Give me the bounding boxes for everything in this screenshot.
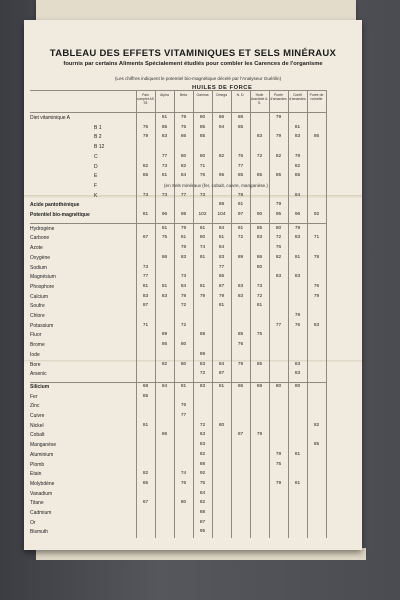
table-cell: 80 — [180, 342, 187, 348]
table-cell: 86 — [161, 254, 168, 260]
table-cell: 81 — [199, 254, 206, 260]
table-cell: 85 — [237, 173, 244, 179]
table-cell: 88 — [218, 202, 225, 208]
table-cell: 83 — [256, 235, 263, 241]
row-divider — [30, 382, 326, 383]
row-label: Etain — [30, 471, 42, 478]
table-cell: 87 — [237, 432, 244, 438]
table-cell: 89 — [199, 351, 206, 357]
table-cell: 72 — [199, 371, 206, 377]
table-cell: 80 — [180, 153, 187, 159]
table-cell: 81 — [142, 283, 149, 289]
table-cell: 75 — [256, 332, 263, 338]
table-row — [24, 403, 362, 412]
table-cell: 86 — [180, 134, 187, 140]
table-cell: 74 — [180, 471, 187, 477]
table-row — [24, 173, 362, 182]
table-cell: 84 — [294, 192, 301, 198]
table-row — [24, 154, 362, 163]
table-cell: 88 — [237, 115, 244, 120]
table-cell: 87 — [218, 371, 225, 377]
table-row — [24, 520, 362, 529]
table-cell: 72 — [256, 153, 263, 159]
table-cell: 81 — [199, 225, 206, 231]
table-row — [24, 529, 362, 538]
column-header: Purée d'amandes — [270, 93, 287, 101]
table-cell: 88 — [199, 510, 206, 515]
table-row — [24, 245, 362, 254]
table-cell: 79 — [142, 134, 149, 140]
row-label: Vanadium — [30, 490, 53, 497]
table-cell: 88 — [199, 461, 206, 467]
table-cell: 83 — [275, 274, 282, 280]
table-cell: 72 — [237, 235, 244, 241]
table-cell: 80 — [199, 235, 206, 241]
table-row — [24, 510, 362, 519]
row-label: Chlore — [30, 313, 45, 319]
table-row — [24, 303, 362, 312]
table-row — [24, 265, 362, 274]
table-cell: 76 — [313, 283, 320, 289]
table-cell: 81 — [294, 480, 301, 486]
table-cell: 85 — [199, 134, 206, 140]
table-cell: 78 — [180, 293, 187, 299]
row-label: Iode — [30, 351, 40, 358]
table-cell: 73 — [142, 192, 149, 198]
row-label: Sodium — [30, 264, 47, 271]
row-label: Potassium — [30, 322, 54, 329]
table-cell: 85 — [237, 332, 244, 338]
row-label: Magnésium — [30, 274, 56, 281]
table-cell: 79 — [218, 293, 225, 299]
table-row — [24, 413, 362, 422]
table-cell: 88 — [256, 383, 263, 389]
group-header: HUILES DE FORCE — [192, 85, 253, 91]
row-label: B 1 — [94, 124, 102, 131]
table-cell: 77 — [142, 274, 149, 280]
row-label: Cadmium — [30, 510, 52, 516]
table-row — [24, 323, 362, 332]
table-cell: 73 — [142, 264, 149, 270]
table-cell: 82 — [218, 153, 225, 159]
table-row — [24, 362, 362, 371]
table-row — [24, 384, 362, 393]
table-cell: 81 — [161, 115, 168, 120]
table-cell: 79 — [313, 293, 320, 299]
table-cell: 80 — [294, 383, 301, 389]
table-cell: 84 — [180, 283, 187, 289]
table-cell: 89 — [161, 332, 168, 338]
row-divider — [30, 90, 326, 91]
table-cell: 79 — [180, 225, 187, 231]
table-cell: 80 — [199, 153, 206, 159]
table-row — [24, 235, 362, 244]
table-cell: 75 — [180, 124, 187, 130]
table-cell: 72 — [180, 303, 187, 309]
row-label: Bore — [30, 361, 41, 368]
table-cell: 82 — [199, 451, 206, 457]
table-cell: 102 — [198, 212, 207, 217]
table-cell: 79 — [294, 225, 301, 231]
table-cell: 94 — [218, 124, 225, 130]
table-cell: 97 — [237, 212, 244, 217]
table-cell: 78 — [180, 245, 187, 251]
table-cell: 81 — [161, 173, 168, 179]
table-cell: 90 — [256, 212, 263, 217]
table-cell: 78 — [294, 313, 301, 318]
table-cell: 81 — [180, 383, 187, 389]
table-cell: 82 — [275, 254, 282, 260]
table-row — [24, 134, 362, 143]
table-row — [24, 125, 362, 134]
table-cell: 75 — [161, 235, 168, 241]
table-row — [24, 115, 362, 124]
table-cell: 83 — [180, 254, 187, 260]
table-row — [24, 462, 362, 471]
table-cell: 75 — [199, 480, 206, 486]
table-row — [24, 274, 362, 283]
table-cell: 83 — [256, 134, 263, 140]
table-row — [24, 452, 362, 461]
table-cell: 80 — [180, 500, 187, 506]
table-cell: 82 — [199, 500, 206, 506]
table-cell: 89 — [237, 254, 244, 260]
table-cell: 72 — [180, 322, 187, 328]
table-cell: 95 — [199, 529, 206, 535]
table-cell: 83 — [161, 134, 168, 140]
table-annotation: (en Sels minéraux (fer, cobalt, cuivre, manganèse.) — [164, 182, 268, 188]
row-label: D — [94, 163, 98, 170]
table-cell: 84 — [161, 383, 168, 389]
table-cell: 78 — [237, 192, 244, 198]
table-cell: 73 — [180, 274, 187, 280]
table-cell: 84 — [218, 245, 225, 251]
table-cell: 80 — [218, 422, 225, 428]
table-cell: 76 — [180, 480, 187, 486]
table-cell: 77 — [237, 163, 244, 169]
table-cell: 83 — [294, 361, 301, 367]
table-cell: 92 — [199, 471, 206, 477]
row-label: Carbone — [30, 235, 50, 242]
table-cell: 82 — [313, 422, 320, 428]
row-label: Hydrogène — [30, 225, 55, 232]
table-cell: 63 — [199, 432, 206, 438]
document-note: (Les chiffres indiquent le potentiel bio-magnétique décelé par l'Analyseur Guérilin) — [114, 76, 282, 81]
table-cell: 83 — [294, 371, 301, 377]
table-cell: 83 — [199, 442, 206, 448]
table-cell: 67 — [142, 500, 149, 506]
table-cell: 82 — [142, 163, 149, 169]
table-row — [24, 423, 362, 432]
table-cell: 85 — [256, 361, 263, 367]
row-label: C — [94, 153, 98, 160]
row-label: Zinc — [30, 403, 40, 410]
table-cell: 81 — [218, 235, 225, 241]
table-row — [24, 284, 362, 293]
table-cell: 77 — [180, 192, 187, 198]
column-header: Beta — [180, 93, 187, 97]
table-cell: 79 — [180, 115, 187, 120]
table-cell: 85 — [142, 393, 149, 399]
table-cell: 78 — [313, 254, 320, 260]
table-cell: 77 — [180, 413, 187, 418]
column-header: Purée de noisette — [309, 93, 324, 101]
row-label: Or — [30, 519, 36, 526]
row-label: K — [94, 192, 98, 199]
table-cell: 79 — [237, 361, 244, 367]
table-cell: 81 — [142, 212, 149, 217]
column-header: N. D. — [236, 93, 245, 97]
row-label: Titane — [30, 500, 44, 507]
table-cell: 76 — [199, 173, 206, 179]
table-cell: 83 — [237, 293, 244, 299]
table-cell: 85 — [256, 173, 263, 179]
table-cell: 86 — [161, 342, 168, 348]
table-cell: 83 — [294, 134, 301, 140]
row-label: B 2 — [94, 134, 102, 141]
row-label: Oxygène — [30, 254, 51, 261]
table-cell: 81 — [237, 225, 244, 231]
table-cell: 78 — [275, 451, 282, 457]
table-cell: 104 — [217, 212, 226, 217]
table-row — [24, 164, 362, 173]
table-cell: 71 — [142, 322, 149, 328]
table-row — [24, 481, 362, 490]
table-cell: 87 — [218, 283, 225, 289]
row-label: Molybdène — [30, 480, 55, 487]
row-label: Silicium — [30, 383, 50, 390]
row-label: Phosphore — [30, 283, 55, 290]
table-cell: 84 — [218, 225, 225, 231]
row-divider — [30, 223, 326, 224]
table-cell: 81 — [180, 235, 187, 241]
table-cell: 79 — [275, 115, 282, 120]
table-cell: 83 — [294, 274, 301, 280]
table-row — [24, 202, 362, 211]
table-cell: 72 — [199, 422, 206, 428]
table-cell: 82 — [180, 163, 187, 169]
table-cell: 96 — [161, 212, 168, 217]
table-cell: 71 — [313, 235, 320, 241]
row-label: Diet vitaminique A — [30, 115, 71, 121]
row-label: Potentiel bio-magnétique — [30, 212, 90, 218]
row-label: Acide pantothénique — [30, 202, 80, 209]
column-header: Pain complet AS 93 — [136, 93, 155, 105]
row-label: Bismuth — [30, 529, 49, 536]
table-cell: 87 — [199, 519, 206, 525]
column-header: Huile Arachide A. S. — [250, 93, 269, 105]
table-cell: 85 — [237, 124, 244, 130]
table-cell: 83 — [142, 293, 149, 299]
table-cell: 80 — [275, 225, 282, 231]
table-cell: 83 — [199, 383, 206, 389]
table-cell: 86 — [313, 134, 320, 140]
table-cell: 84 — [180, 173, 187, 179]
table-row — [24, 294, 362, 303]
table-row — [24, 255, 362, 264]
table-row — [24, 394, 362, 403]
document-title: TABLEAU DES EFFETS VITAMINIQUES ET SELS MINÉRAUX — [49, 48, 337, 59]
table-cell: 77 — [161, 153, 168, 159]
table-cell: 79 — [256, 432, 263, 438]
table-cell: 73 — [161, 192, 168, 198]
table-row — [24, 371, 362, 380]
table-cell: 98 — [180, 212, 187, 217]
table-cell: 76 — [180, 403, 187, 409]
table-cell: 80 — [199, 115, 206, 120]
table-cell: 72 — [275, 235, 282, 241]
table-cell: 86 — [237, 383, 244, 389]
table-cell: 82 — [294, 163, 301, 169]
row-label: Arsenic — [30, 371, 47, 378]
row-label: F — [94, 182, 98, 189]
table-cell: 85 — [313, 442, 320, 448]
column-header: Alpha — [160, 93, 169, 97]
table-cell: 85 — [142, 173, 149, 179]
table-cell: 67 — [142, 235, 149, 241]
table-cell: 81 — [294, 124, 301, 130]
row-label: Brome — [30, 342, 45, 349]
table-row — [24, 442, 362, 451]
document-subtitle: fournis par certains Aliments Spécialement étudiés pour combler les Carences de l'organisme — [63, 61, 323, 67]
table-cell: 85 — [142, 480, 149, 486]
table-cell: 96 — [294, 212, 301, 217]
row-label: Nickel — [30, 422, 44, 429]
table-cell: 83 — [161, 293, 168, 299]
table-cell: 80 — [275, 383, 282, 389]
table-cell: 77 — [275, 322, 282, 328]
row-label: E — [94, 173, 98, 180]
table-cell: 80 — [180, 361, 187, 367]
table-cell: 82 — [142, 471, 149, 477]
table-cell: 80 — [256, 264, 263, 270]
row-label: B 12 — [94, 144, 105, 151]
table-cell: 85 — [199, 124, 206, 130]
row-label: Soufre — [30, 303, 45, 310]
table-cell: 86 — [161, 432, 168, 438]
table-cell: 84 — [199, 490, 206, 496]
table-cell: 86 — [218, 115, 225, 120]
table-cell: 92 — [313, 212, 320, 217]
table-cell: 83 — [218, 254, 225, 260]
table-row — [24, 500, 362, 509]
table-cell: 73 — [161, 163, 168, 169]
table-cell: 95 — [218, 173, 225, 179]
table-cell: 73 — [256, 283, 263, 289]
table-cell: 76 — [237, 153, 244, 159]
table-cell: 81 — [161, 225, 168, 231]
document-sheet — [24, 20, 362, 550]
table-cell: 78 — [294, 153, 301, 159]
table-row — [24, 352, 362, 361]
table-row — [24, 471, 362, 480]
table-cell: 83 — [237, 283, 244, 289]
table-cell: 79 — [199, 293, 206, 299]
table-cell: 72 — [256, 293, 263, 299]
table-cell: 79 — [275, 134, 282, 140]
table-row — [24, 226, 362, 235]
table-cell: 81 — [294, 451, 301, 457]
row-label: Fer — [30, 393, 38, 400]
table-cell: 87 — [142, 303, 149, 309]
table-cell: 81 — [161, 283, 168, 289]
table-cell: 76 — [275, 245, 282, 251]
table-cell: 75 — [275, 461, 282, 467]
column-header: Omega — [215, 93, 228, 97]
table-cell: 81 — [218, 303, 225, 309]
row-label: Cuivre — [30, 413, 45, 419]
row-label: Azote — [30, 245, 43, 252]
table-cell: 76 — [237, 342, 244, 348]
table-row — [24, 193, 362, 202]
table-row — [24, 212, 362, 221]
table-row — [24, 432, 362, 441]
table-cell: 68 — [142, 383, 149, 389]
table-cell: 88 — [199, 332, 206, 338]
table-cell: 79 — [275, 202, 282, 208]
table-cell: 83 — [313, 322, 320, 328]
table-cell: 74 — [199, 245, 206, 251]
table-cell: 79 — [275, 480, 282, 486]
table-cell: 85 — [294, 173, 301, 179]
table-cell: 82 — [275, 153, 282, 159]
table-cell: 71 — [199, 163, 206, 169]
table-cell: 77 — [218, 264, 225, 270]
column-header: Gamma — [196, 93, 209, 97]
row-divider — [30, 112, 326, 113]
row-label: Aluminium — [30, 451, 54, 458]
row-label: Plomb — [30, 461, 45, 468]
table-row — [24, 332, 362, 341]
table-cell: 85 — [161, 124, 168, 130]
column-header: Confit d'amandes — [289, 93, 306, 101]
table-cell: 86 — [218, 274, 225, 280]
table-row — [24, 144, 362, 153]
table-cell: 81 — [218, 383, 225, 389]
table-cell: 82 — [161, 361, 168, 367]
table-cell: 81 — [237, 202, 244, 208]
table-cell: 86 — [256, 254, 263, 260]
table-row — [24, 491, 362, 500]
table-cell: 81 — [294, 254, 301, 260]
table-row — [24, 342, 362, 351]
table-cell: 83 — [294, 235, 301, 241]
row-label: Manganèse — [30, 442, 57, 449]
table-cell: 85 — [256, 225, 263, 231]
table-cell: 85 — [275, 173, 282, 179]
table-cell: 75 — [142, 124, 149, 130]
table-cell: 81 — [142, 422, 149, 428]
table-cell: 81 — [199, 283, 206, 289]
table-cell: 83 — [199, 361, 206, 367]
table-row — [24, 313, 362, 322]
table-cell: 84 — [218, 361, 225, 367]
row-label: Fluor — [30, 332, 42, 339]
table-cell: 73 — [199, 192, 206, 198]
row-label: Calcium — [30, 293, 49, 300]
table-cell: 76 — [294, 322, 301, 328]
row-label: Cobalt — [30, 432, 45, 439]
table-cell: 95 — [275, 212, 282, 217]
table-cell: 81 — [256, 303, 263, 309]
